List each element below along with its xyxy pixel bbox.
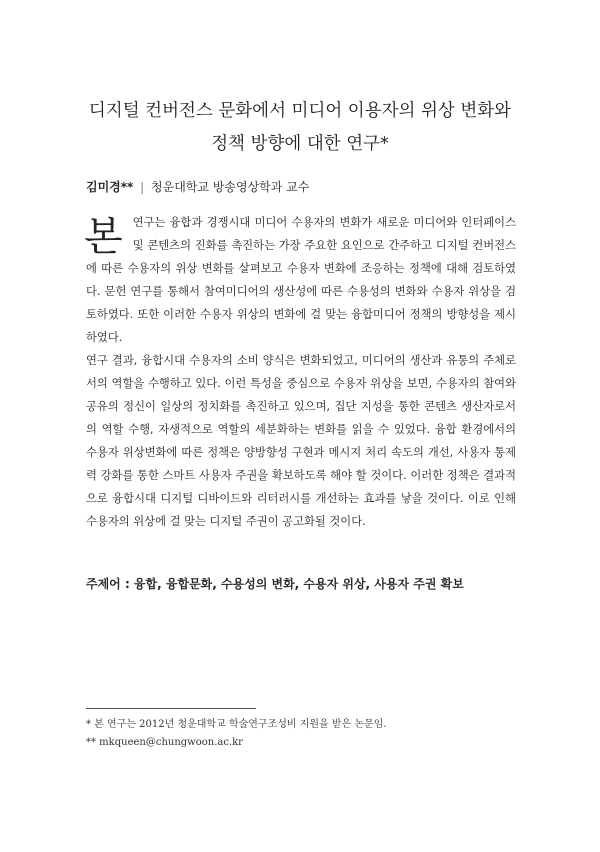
abstract bbox=[86, 211, 516, 533]
keywords: 주제어 : 융합, 융합문화, 수용성의 변화, 수용자 위상, 사용자 주권 확보 bbox=[86, 577, 464, 591]
abstract-paragraph-1 bbox=[86, 211, 516, 349]
footnote-2: ** mkqueen@chungwoon.ac.kr bbox=[86, 737, 243, 748]
footnote-1: * 본 연구는 2012년 청운대학교 학술연구조성비 지원을 받은 논문임. bbox=[86, 719, 387, 730]
title-line-1: 디지털 컨버전스 문화에서 미디어 이용자의 위상 변화와 bbox=[88, 101, 512, 121]
paper-title bbox=[60, 95, 540, 161]
drop-cap: 본 bbox=[84, 214, 123, 260]
abstract-paragraph-2: 연구 결과, 융합시대 수용자의 소비 양식은 변화되었고, 미디어의 생산과 유통의 주체로서의 역할을 수행하고 있다. 이런 특성을 중심으로 수용자 위상을 보면, 수용자의 참여와 공유의 정신이 일상의 정치화를 촉진하고 있으며, 집단 지성을 통한 콘텐츠 생산자로서의 역할 수행, 자생적으로 역할의 세분화하는 변화를 읽을 수 있었다. 융합 환경에서의 수용자 위상변화에 따른 정책은 양방향성 구현과 메시지 처리 속도의 개선, 사용자 통제력 강화를 통한 스마트 사용자 주권을 확보하도록 해야 할 것이다. 이러한 정책은 결과적으로 융합시대 디지털 디바이드와 리터러시를 개선하는 효과를 낳을 것이다. 이로 인해 수용자의 위상에 걸 맞는 디지털 주권이 공고화될 것이다. bbox=[86, 354, 516, 528]
author-line bbox=[86, 178, 309, 195]
author-affiliation: 청운대학교 방송영상학과 교수 bbox=[151, 180, 310, 194]
abstract-paragraph-1-text: 연구는 융합과 경쟁시대 미디어 수용자의 변화가 새로운 미디어와 인터페이스 및 콘텐츠의 진화를 촉진하는 가장 주요한 요인으로 간주하고 디지털 컨버전스에 따른 수용자의 위상 변화를 살펴보고 수용자 변화에 조응하는 정책에 대해 검토하였다. 문헌 연구를 통해서 참여미디어의 생산성에 따른 수용성의 변화와 수용자 위상을 검토하였다. 또한 이러한 수용자 위상의 변화에 걸 맞는 융합미디어 정책의 방향성을 제시하였다. bbox=[86, 216, 516, 344]
author-separator: | bbox=[140, 180, 145, 194]
footnote-divider bbox=[86, 708, 256, 709]
title-line-2: 정책 방향에 대한 연구* bbox=[211, 134, 389, 154]
author-name: 김미경** bbox=[86, 180, 134, 194]
footnotes bbox=[86, 716, 387, 752]
